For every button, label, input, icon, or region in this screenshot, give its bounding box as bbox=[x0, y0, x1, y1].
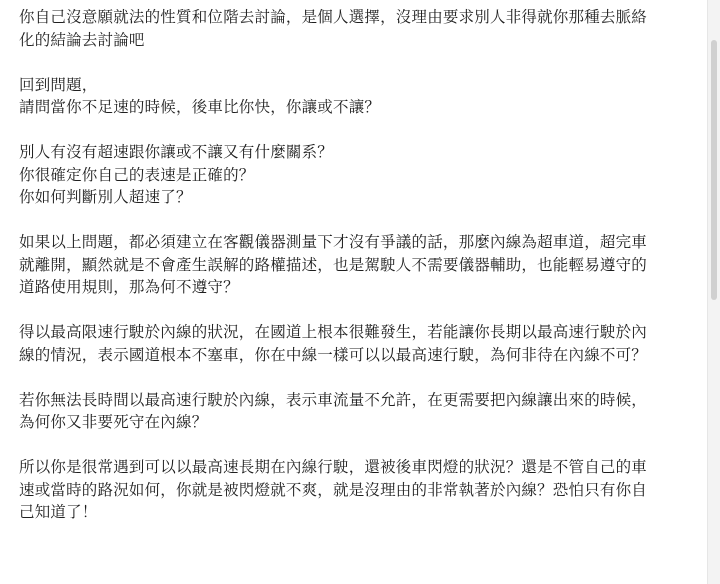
paragraph-2 bbox=[19, 74, 704, 119]
paragraph-7 bbox=[19, 456, 704, 524]
paragraph-5 bbox=[19, 321, 704, 366]
paragraph-1 bbox=[19, 6, 704, 51]
scrollbar-thumb[interactable] bbox=[711, 40, 717, 300]
text-line: 你很確定你自己的表速是正確的？ bbox=[19, 165, 255, 184]
text-line: 得以最高限速行駛於內線的狀況，在國道上根本很難發生，若能讓你長期以最高速行駛於內 bbox=[19, 323, 648, 341]
vertical-scrollbar[interactable] bbox=[707, 0, 720, 584]
text-line: 請問當你不足速的時候，後車比你快，你讓或不讓？ bbox=[19, 98, 381, 116]
paragraph-4 bbox=[19, 231, 704, 299]
paragraph-3 bbox=[19, 141, 704, 209]
text-line: 己知道了！ bbox=[19, 503, 98, 521]
text-line: 別人有沒有超速跟你讓或不讓又有什麼關系？ bbox=[19, 143, 334, 161]
text-line: 你如何判斷別人超速了？ bbox=[19, 188, 192, 206]
text-line: 若你無法長時間以最高速行駛於內線，表示車流量不允許，在更需要把內線讓出來的時候， bbox=[19, 390, 648, 409]
text-line: 線的情況，表示國道根本不塞車，你在中線一樣可以以最高速行駛，為何非待在內線不可？ bbox=[19, 345, 648, 364]
text-line: 所以你是很常遇到可以以最高速長期在內線行駛，還被後車閃燈的狀況？還是不管自己的車 bbox=[19, 458, 648, 476]
text-line: 化的結論去討論吧 bbox=[19, 30, 145, 49]
text-line: 速或當時的路況如何，你就是被閃燈就不爽，就是沒理由的非常執著於內線？恐怕只有你自 bbox=[19, 480, 648, 499]
paragraph-6 bbox=[19, 389, 704, 434]
text-line: 道路使用規則，那為何不遵守？ bbox=[19, 278, 239, 296]
text-line: 就離開，顯然就是不會產生誤解的路權描述，也是駕駛人不需要儀器輔助，也能輕易遵守的 bbox=[19, 255, 648, 274]
text-line: 為何你又非要死守在內線？ bbox=[19, 413, 208, 431]
text-line: 如果以上問題，都必須建立在客觀儀器測量下才沒有爭議的話，那麼內線為超車道，超完車 bbox=[19, 233, 648, 251]
text-line: 回到問題， bbox=[19, 75, 98, 94]
text-line: 你自己沒意願就法的性質和位階去討論，是個人選擇，沒理由要求別人非得就你那種去脈絡 bbox=[19, 8, 648, 26]
